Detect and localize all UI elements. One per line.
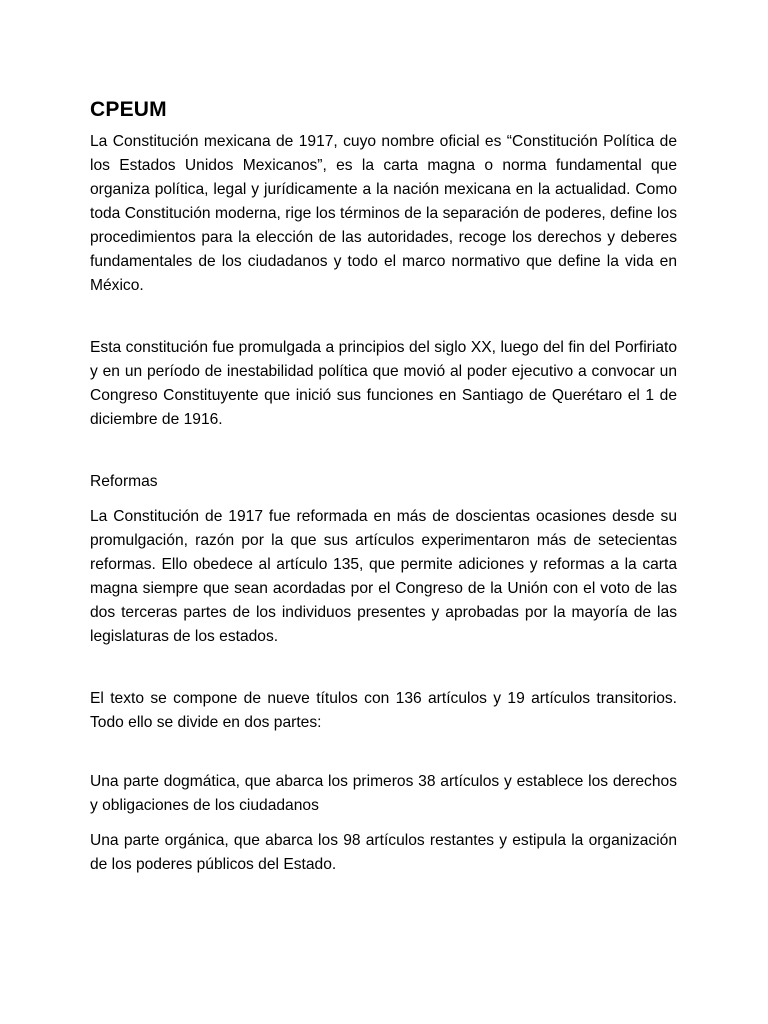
document-page: [90, 96, 677, 877]
document-title: CPEUM: [90, 98, 167, 121]
paragraph-dogmatic-part: Una parte dogmática, que abarca los primeros 38 artículos y establece los derechos y obligaciones de los ciudadanos: [90, 773, 677, 814]
paragraph-structure: El texto se compone de nueve títulos con 136 artículos y 19 artículos transitorios. Todo ello se divide en dos partes:: [90, 690, 677, 731]
spacer: [90, 432, 677, 470]
spacer: [90, 735, 677, 770]
paragraph-promulgation: Esta constitución fue promulgada a principios del siglo XX, luego del fin del Porfiriato y en un período de inestabilidad política que movió al poder ejecutivo a convocar un Congreso Constituyente que inició sus funciones en Santiago de Querétaro el 1 de diciembre de 1916.: [90, 339, 677, 428]
paragraph-organic-part: Una parte orgánica, que abarca los 98 artículos restantes y estipula la organización de los poderes públicos del Estado.: [90, 832, 677, 873]
spacer: [90, 818, 677, 829]
paragraph-intro: La Constitución mexicana de 1917, cuyo nombre oficial es “Constitución Política de los Estados Unidos Mexicanos”, es la carta magna o norma fundamental que organiza política, legal y jurídicamente a la nación mexicana en la actualidad. Como toda Constitución moderna, rige los términos de la separación de poderes, define los procedimientos para la elección de las autoridades, recoge los derechos y deberes fundamentales de los ciudadanos y todo el marco normativo que define la vida en México.: [90, 133, 677, 294]
spacer: [90, 494, 677, 505]
spacer: [90, 649, 677, 687]
spacer: [90, 298, 677, 336]
paragraph-reformas: La Constitución de 1917 fue reformada en más de doscientas ocasiones desde su promulgación, razón por la que sus artículos experimentaron más de setecientas reformas. Ello obedece al artículo 135, que permite adiciones y reformas a la carta magna siempre que sean acordadas por el Congreso de la Unión con el voto de las dos terceras partes de los individuos presentes y aprobadas por la mayoría de las legislaturas de los estados.: [90, 508, 677, 645]
section-heading-reformas: Reformas: [90, 473, 158, 490]
